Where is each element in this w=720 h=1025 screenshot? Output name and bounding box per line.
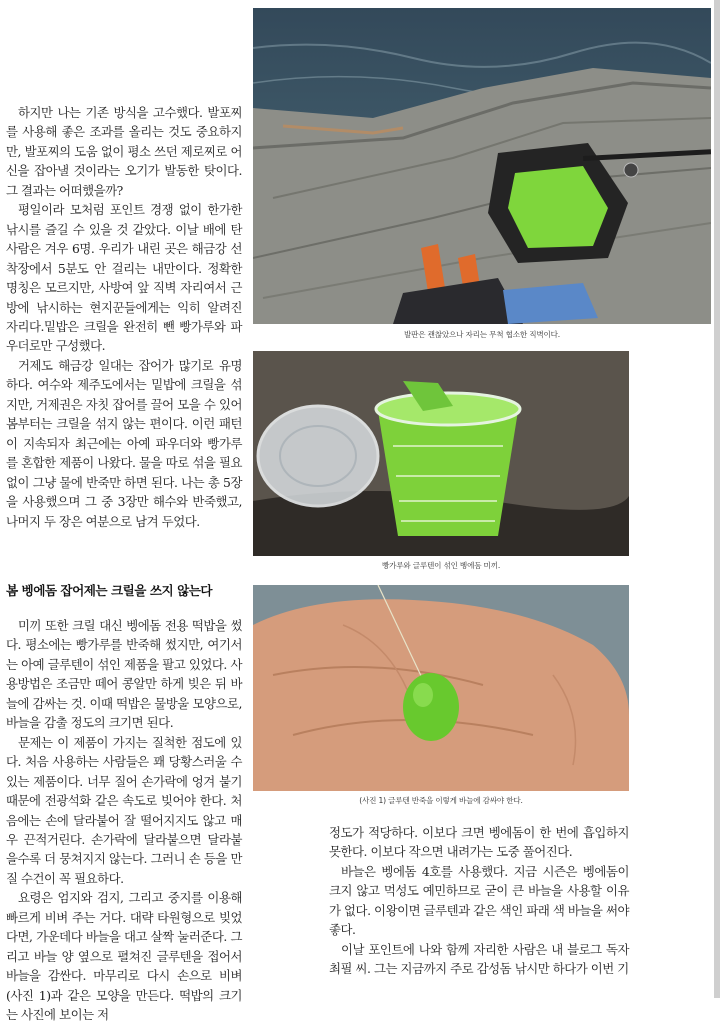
- section-column: [6, 616, 242, 1025]
- paragraph: 요령은 엄지와 검지, 그리고 중지를 이용해 빠르게 비벼 주는 거다. 대략 타원형으로 빚었다면, 가운데다 바늘을 대고 살짝 눌러준다. 그리고 바늘 양 옆으로 펼쳐진 글루텐을 접어서 바늘을 감싼다. 마무리로 다시 손으로 비벼 (사진 1)과 같은 모양을 만든다. 떡밥의 크기는 사진에 보이는 저: [6, 890, 242, 1023]
- paragraph: 평일이라 모처럼 포인트 경쟁 없이 한가한 낚시를 즐길 수 있을 것 같았다. 이날 배에 탄 사람은 겨우 6명. 우리가 내린 곳은 해금강 선착장에서 5분도 안 걸리는 내만이다. 정확한 명칭은 모르지만, 사방여 앞 직벽 자리여서 근방에 낚시하는 현지꾼들에게는 익히 알려진 자리다.밑밥은 크릴을 완전히 뺀 빵가루와 파우더로만 구성했다.: [6, 202, 242, 354]
- photo-baited-hook-image: [253, 585, 629, 791]
- photo-baited-hook: [253, 585, 629, 791]
- paragraph: 이날 포인트에 나와 함께 자리한 사람은 내 블로그 독자 최필 씨. 그는 지금까지 주로 감성돔 낚시만 하다가 이번 기: [329, 941, 629, 977]
- photo-bait-container-image: [253, 351, 629, 556]
- photo-bait-container: [253, 351, 629, 556]
- paragraph: 하지만 나는 기존 방식을 고수했다. 발포찌를 사용해 좋은 조과를 올리는 것도 중요하지만, 발포찌의 도움 없이 평소 쓰던 제로찌로 어신을 잡아낼 것이라는 오기가 발동한 탓이다. 그 결과는 어떠했을까?: [6, 105, 242, 198]
- section-heading: 봄 벵에돔 잡어제는 크릴을 쓰지 않는다: [6, 583, 213, 598]
- page-edge: [714, 0, 720, 998]
- photo-rocky-ledge-image: [253, 8, 711, 324]
- paragraph: 미끼 또한 크릴 대신 벵에돔 전용 떡밥을 썼다. 평소에는 빵가루를 반죽해 썼지만, 여기서는 아예 글루텐이 섞인 제품을 팔고 있었다. 사용방법은 조금만 떼어 콩알만 하게 빚은 뒤 바늘에 감싸는 것. 이때 떡밥은 물방울 모양으로, 바늘을 감출 정도의 크기면 된다.: [6, 618, 242, 731]
- photo-caption: (사진 1) 글루텐 반죽을 이렇게 바늘에 감싸야 한다.: [359, 796, 523, 805]
- paragraph: 문제는 이 제품이 가지는 질척한 점도에 있다. 처음 사용하는 사람들은 꽤 당황스러울 수 있는 제품이다. 너무 질어 손가락에 엉겨 붙기 때문에 전광석화 같은 속도로 빚어야 한다. 처음에는 손에 달라붙어 잘 떨어지지도 않고 매우 끈적거린다. 손가락에 달라붙으면 달라붙을수록 더 뭉쳐지지 않는다. 그러니 손 등을 만질 수건이 꼭 필요하다.: [6, 734, 242, 886]
- paragraph: 정도가 적당하다. 이보다 크면 벵에돔이 한 번에 흡입하지 못한다. 이보다 작으면 내려가는 도중 풀어진다.: [329, 825, 629, 860]
- continuation-column: [329, 823, 629, 979]
- photo-caption: 발판은 괜찮았으나 자리는 무척 협소한 직벽이다.: [404, 330, 560, 339]
- photo-caption: 빵가루와 글루텐이 섞인 벵에돔 미끼.: [381, 561, 501, 570]
- photo-rocky-ledge: [253, 8, 711, 324]
- paragraph: 바늘은 벵에돔 4호를 사용했다. 지금 시즌은 벵에돔이 크지 않고 먹성도 예민하므로 굳이 큰 바늘을 사용할 이유가 없다. 이왕이면 글루텐과 같은 색인 파래 색 바늘을 써야 좋다.: [329, 863, 629, 938]
- paragraph: 거제도 해금강 일대는 잡어가 많기로 유명하다. 여수와 제주도에서는 밑밥에 크릴을 섞지만, 거제권은 자칫 잡어를 끌어 모을 수 있어 봄부터는 크릴을 섞지 않는 편이다. 이런 패턴이 지속되자 최근에는 아예 파우더와 빵가루를 혼합한 제품이 나왔다. 물을 따로 섞을 필요없이 그냥 물에 반죽만 하면 된다. 나는 총 5장을 사용했으며 그 중 3장만 해수와 반죽했고, 나머지 두 장은 여분으로 남겨 두었다.: [6, 357, 242, 529]
- intro-column: [6, 103, 242, 531]
